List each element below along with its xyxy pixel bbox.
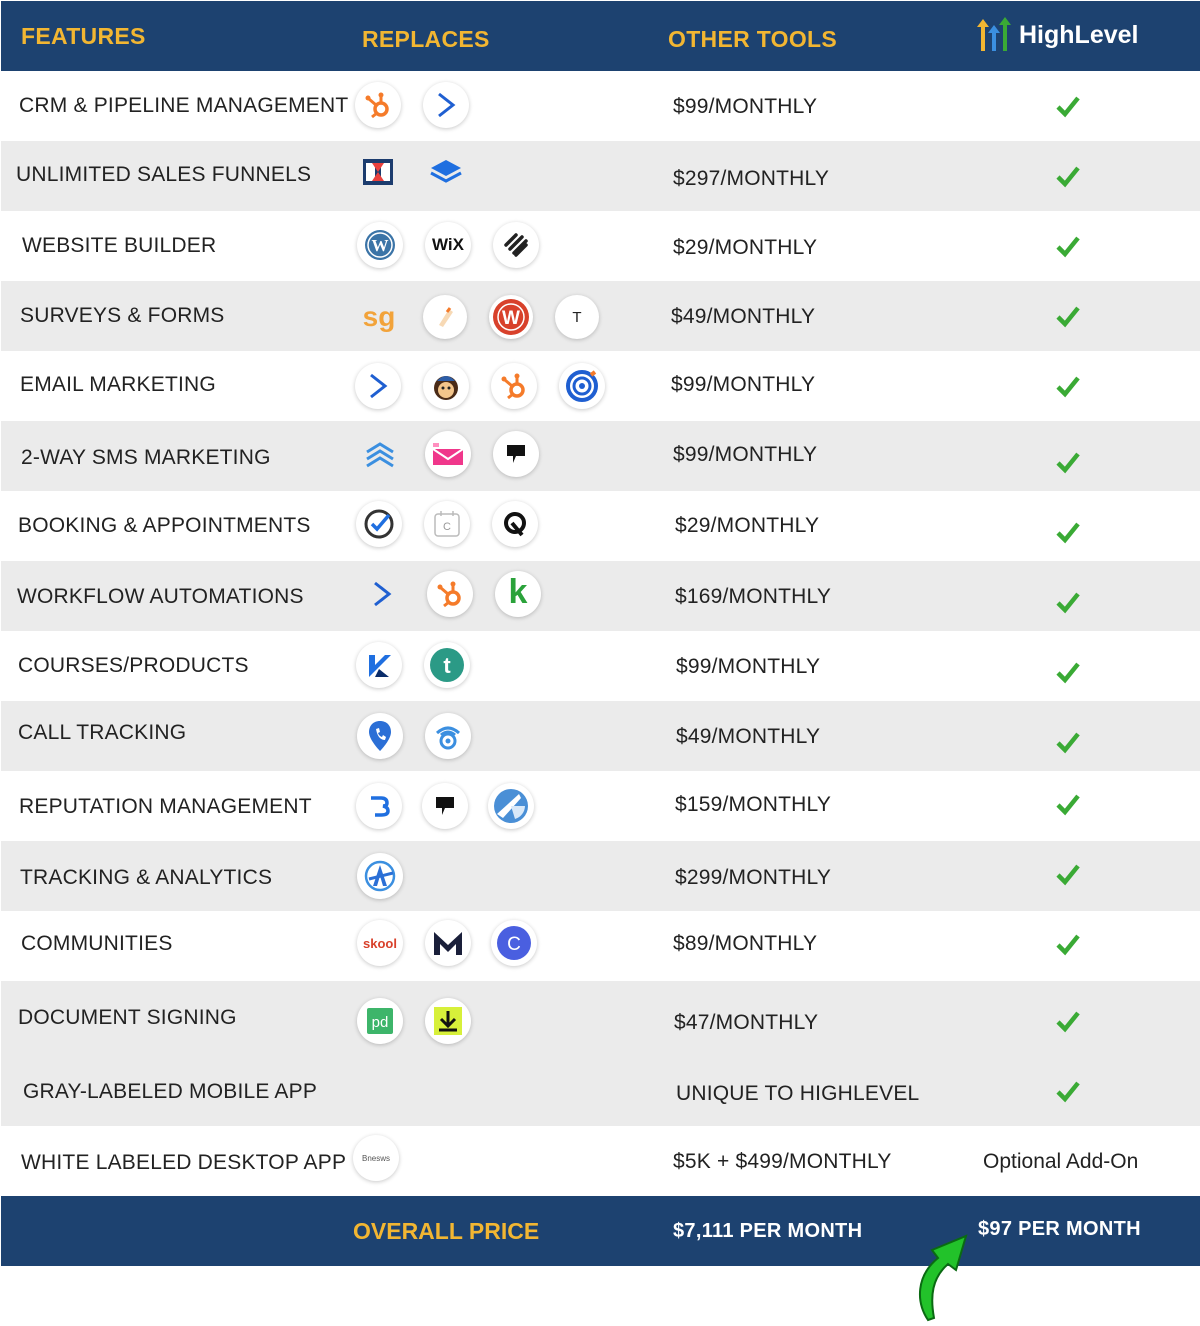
- brand-name: HighLevel: [1019, 20, 1139, 49]
- other-tools-price: $99/MONTHLY: [671, 373, 816, 396]
- other-tools-price: $47/MONTHLY: [674, 1011, 819, 1034]
- check-icon: [1055, 233, 1081, 259]
- pandadoc-icon: [357, 998, 403, 1044]
- feature-label: WORKFLOW AUTOMATIONS: [17, 585, 304, 608]
- comparison-table: [1, 1, 1200, 1266]
- table-row: [1, 351, 1200, 421]
- other-tools-price: $99/MONTHLY: [673, 443, 818, 466]
- table-row: [1, 141, 1200, 211]
- feature-label: TRACKING & ANALYTICS: [20, 866, 273, 889]
- other-tools-price: $99/MONTHLY: [676, 655, 821, 678]
- other-tools-price: $89/MONTHLY: [673, 932, 818, 955]
- jotform-icon: [423, 295, 467, 339]
- skool-icon: [357, 920, 403, 966]
- feature-label: UNLIMITED SALES FUNNELS: [16, 163, 312, 186]
- replaced-tools: [357, 998, 493, 1044]
- header-other-tools: OTHER TOOLS: [668, 26, 837, 52]
- calendly-letter: C: [443, 521, 451, 533]
- constant-contact-icon: [559, 363, 605, 409]
- check-icon: [1055, 519, 1081, 545]
- calendly-icon: [424, 501, 470, 547]
- desktop-app-logo-icon: [353, 1135, 399, 1181]
- other-tools-price: $29/MONTHLY: [673, 236, 818, 259]
- table-header: [1, 1, 1200, 71]
- birdeye-icon: [356, 783, 402, 829]
- pandadoc-letters: pd: [371, 1014, 389, 1031]
- activecampaign-icon: [423, 82, 469, 128]
- layers-icon: [423, 149, 469, 195]
- feature-label: REPUTATION MANAGEMENT: [19, 795, 312, 818]
- wufoo-icon: [489, 295, 533, 339]
- other-tools-price: UNIQUE TO HIGHLEVEL: [676, 1082, 920, 1105]
- oncehub-icon: [492, 501, 538, 547]
- feature-label: CALL TRACKING: [18, 721, 187, 744]
- check-icon: [1055, 931, 1081, 957]
- wordpress-icon: [357, 222, 403, 268]
- wufoo-letter: W: [502, 308, 520, 329]
- green-arrow-icon: [900, 1230, 972, 1322]
- desktop-app-logo-text: Bnesws: [361, 1153, 390, 1163]
- analytics-a-icon: [357, 853, 403, 899]
- surveygizmo-icon: [357, 295, 401, 339]
- table-row: [1, 211, 1200, 281]
- sms-envelope-icon: [425, 431, 471, 477]
- replaced-tools: [357, 853, 425, 899]
- feature-label: EMAIL MARKETING: [20, 373, 216, 396]
- feature-label: SURVEYS & FORMS: [20, 304, 225, 327]
- feature-label: GRAY-LABELED MOBILE APP: [23, 1080, 318, 1103]
- replaced-tools: [357, 713, 493, 759]
- acuity-check-icon: [356, 501, 402, 547]
- circle-letter: C: [507, 934, 521, 955]
- activecampaign-icon: [359, 571, 405, 617]
- check-icon: [1055, 589, 1081, 615]
- highlevel-logo: [975, 17, 1138, 53]
- feature-label: COURSES/PRODUCTS: [18, 654, 249, 677]
- check-icon: [1055, 93, 1081, 119]
- check-icon: [1055, 1078, 1081, 1104]
- replaced-tools: [356, 501, 560, 547]
- teachable-icon: [424, 642, 470, 688]
- other-tools-price: $49/MONTHLY: [676, 725, 821, 748]
- check-icon: [1055, 791, 1081, 817]
- circle-icon: [491, 920, 537, 966]
- feature-label: WEBSITE BUILDER: [22, 234, 217, 257]
- table-footer: [1, 1196, 1200, 1266]
- table-row: [1, 771, 1200, 841]
- replaced-tools: [357, 222, 561, 268]
- table-row: [1, 911, 1200, 981]
- check-icon: [1055, 449, 1081, 475]
- table-row: [1, 841, 1200, 911]
- callrail-icon: [425, 713, 471, 759]
- replaced-tools: [356, 783, 556, 829]
- mailchimp-icon: [423, 363, 469, 409]
- other-tools-price: $297/MONTHLY: [673, 167, 830, 190]
- other-tools-price: $299/MONTHLY: [675, 866, 832, 889]
- typeform-letter: T: [572, 308, 582, 326]
- table-row: [1, 631, 1200, 701]
- header-features: FEATURES: [21, 23, 146, 49]
- other-tools-total: $7,111 PER MONTH: [673, 1220, 863, 1242]
- replaced-tools: [357, 431, 561, 477]
- reviewtrackers-icon: [488, 783, 534, 829]
- replaced-tools: [353, 1135, 421, 1181]
- feature-label: BOOKING & APPOINTMENTS: [18, 514, 311, 537]
- chevrons-up-icon: [357, 431, 403, 477]
- replaced-tools: [359, 571, 563, 617]
- teachable-letter: t: [443, 653, 451, 678]
- check-icon: [1055, 1008, 1081, 1034]
- squarespace-icon: [493, 222, 539, 268]
- wix-icon: [425, 222, 471, 268]
- wix-text: WiX: [432, 235, 464, 254]
- feature-label: 2-WAY SMS MARKETING: [21, 446, 271, 469]
- table-row: [1, 491, 1200, 561]
- feature-label: WHITE LABELED DESKTOP APP: [21, 1151, 347, 1174]
- feature-label: DOCUMENT SIGNING: [18, 1006, 237, 1029]
- replaced-tools: [357, 920, 559, 966]
- table-row: [1, 1056, 1200, 1126]
- table-row: [1, 1126, 1200, 1196]
- check-icon: [1055, 659, 1081, 685]
- hubspot-icon: [355, 82, 401, 128]
- check-icon: [1055, 303, 1081, 329]
- keap-icon: [495, 571, 541, 617]
- podium-icon: [422, 783, 468, 829]
- download-sign-icon: [425, 998, 471, 1044]
- overall-price-label: OVERALL PRICE: [353, 1218, 540, 1244]
- feature-label: COMMUNITIES: [21, 932, 173, 955]
- other-tools-price: $29/MONTHLY: [675, 514, 820, 537]
- feature-label: CRM & PIPELINE MANAGEMENT: [19, 94, 349, 117]
- map-pin-phone-icon: [357, 713, 403, 759]
- sg-text: sg: [362, 301, 396, 332]
- table-row: [1, 701, 1200, 771]
- replaced-tools: [355, 82, 491, 128]
- kajabi-icon: [356, 642, 402, 688]
- table-row: [1, 281, 1200, 351]
- highlevel-total: $97 PER MONTH: [978, 1218, 1141, 1240]
- table-row: [1, 71, 1200, 141]
- check-icon: [1055, 373, 1081, 399]
- check-icon: [1055, 163, 1081, 189]
- replaced-tools: [355, 149, 491, 195]
- check-icon: [1055, 729, 1081, 755]
- table-row: [1, 981, 1200, 1056]
- other-tools-price: $99/MONTHLY: [673, 95, 818, 118]
- mighty-networks-icon: [425, 920, 471, 966]
- other-tools-price: $169/MONTHLY: [675, 585, 832, 608]
- check-icon: [1055, 861, 1081, 887]
- replaced-tools: [355, 363, 627, 409]
- skool-text: skool: [363, 935, 397, 951]
- hubspot-icon: [427, 571, 473, 617]
- highlevel-arrows-icon: [975, 17, 1013, 53]
- table-row: [1, 421, 1200, 491]
- typeform-icon: [555, 295, 599, 339]
- replaced-tools: [357, 294, 621, 339]
- header-replaces: REPLACES: [362, 26, 490, 52]
- clickfunnels-icon: [355, 149, 401, 195]
- other-tools-price: $49/MONTHLY: [671, 305, 816, 328]
- other-tools-price: $5K + $499/MONTHLY: [673, 1150, 892, 1173]
- hubspot-icon: [491, 363, 537, 409]
- podium-icon: [493, 431, 539, 477]
- activecampaign-icon: [355, 363, 401, 409]
- keap-letter: k: [508, 572, 528, 611]
- table-row: [1, 561, 1200, 631]
- highlevel-value: Optional Add-On: [983, 1150, 1139, 1173]
- replaced-tools: [356, 642, 492, 688]
- svg-text:W: W: [371, 236, 389, 255]
- other-tools-price: $159/MONTHLY: [675, 793, 832, 816]
